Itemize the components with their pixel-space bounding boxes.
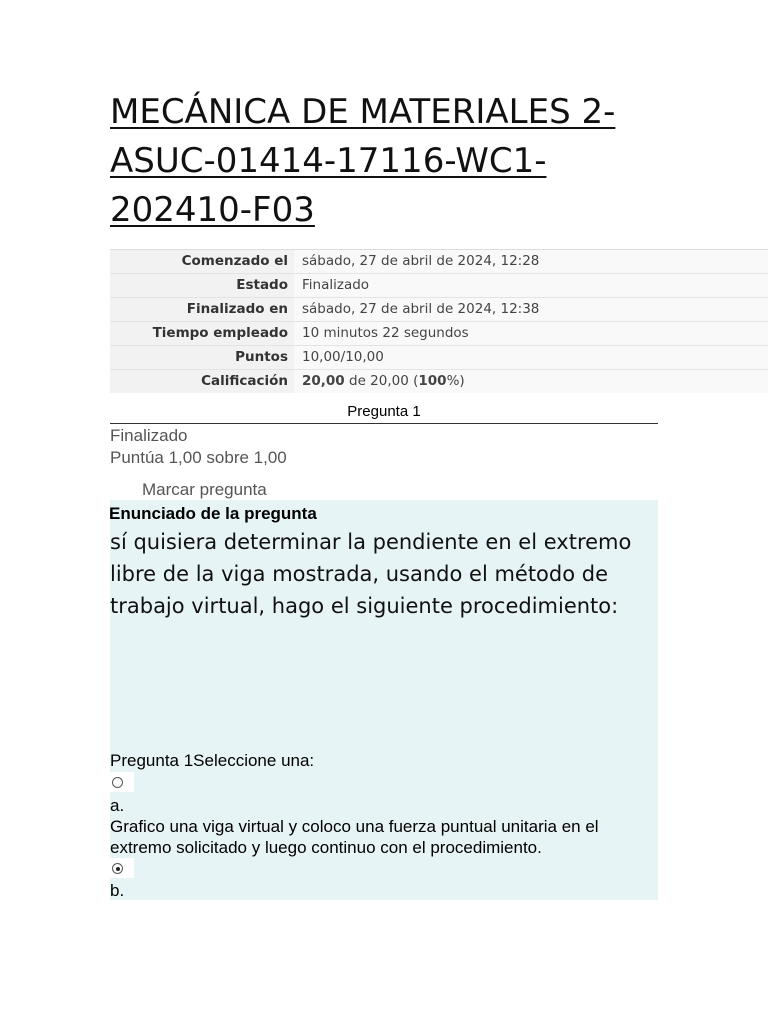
grade-score: 20,00 (302, 373, 345, 389)
flag-question-link[interactable]: Marcar pregunta (142, 480, 267, 499)
question-number: Pregunta 1 (110, 402, 658, 424)
summary-value: sábado, 27 de abril de 2024, 12:28 (294, 250, 768, 274)
summary-label: Finalizado en (110, 298, 294, 322)
option-a-radio[interactable] (112, 777, 123, 788)
summary-label: Estado (110, 274, 294, 298)
summary-label: Puntos (110, 346, 294, 370)
question-state: Finalizado (110, 426, 188, 445)
summary-row (110, 274, 768, 298)
option-b-radio[interactable] (112, 863, 123, 874)
grade-percent: 100 (418, 373, 447, 389)
summary-value (294, 370, 768, 394)
question-text: sí quisiera determinar la pendiente en el extremo libre de la viga mostrada, usando el método de trabajo virtual, hago el siguiente procedimiento: (110, 530, 632, 618)
attempt-summary-table (110, 249, 768, 393)
option-b-letter: b. (110, 881, 125, 900)
option-a-letter: a. (110, 796, 125, 815)
summary-value: 10 minutos 22 segundos (294, 322, 768, 346)
summary-row (110, 322, 768, 346)
question-grade: Puntúa 1,00 sobre 1,00 (110, 448, 287, 467)
question-status (110, 425, 287, 469)
grade-max: de 20,00 ( (344, 373, 419, 389)
summary-row (110, 250, 768, 274)
option-a-radio-wrap[interactable] (110, 772, 134, 792)
summary-row (110, 370, 768, 394)
summary-value: sábado, 27 de abril de 2024, 12:38 (294, 298, 768, 322)
question-prompt: Pregunta 1Seleccione una: (110, 751, 315, 770)
summary-label: Comenzado el (110, 250, 294, 274)
grade-close: %) (446, 373, 465, 389)
option-a-text[interactable]: Grafico una viga virtual y coloco una fuerza puntual unitaria en el extremo solicitado y luego continuo con el procedimiento. (110, 817, 599, 857)
summary-label: Calificación (110, 370, 294, 394)
page-title: MECÁNICA DE MATERIALES 2-ASUC-01414-17116-WC1-202410-F03 (110, 92, 616, 230)
summary-value: Finalizado (294, 274, 768, 298)
option-b-radio-wrap[interactable] (110, 858, 134, 878)
summary-row (110, 298, 768, 322)
summary-row (110, 346, 768, 370)
question-statement-label: Enunciado de la pregunta (109, 504, 317, 523)
summary-value: 10,00/10,00 (294, 346, 768, 370)
summary-label: Tiempo empleado (110, 322, 294, 346)
